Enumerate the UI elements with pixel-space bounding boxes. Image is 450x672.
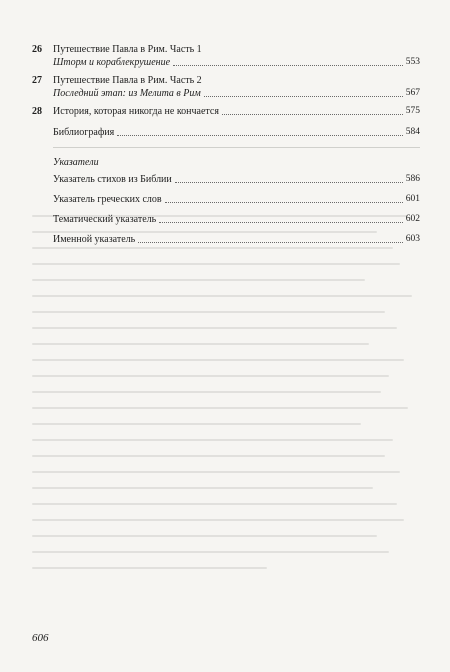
index-title: Тематический указатель xyxy=(53,214,157,225)
toc-index-item xyxy=(32,193,420,206)
toc-chapter-27-subtitle-row xyxy=(32,87,420,100)
chapter-subtitle: Шторм и кораблекрушение xyxy=(53,57,171,68)
toc-index-item xyxy=(32,233,420,246)
index-title: Именной указатель xyxy=(53,234,136,245)
index-title: Указатель греческих слов xyxy=(53,194,162,205)
section-divider xyxy=(53,147,420,149)
toc-chapter-27 xyxy=(32,74,420,87)
toc-index-item xyxy=(32,213,420,226)
toc-bibliography xyxy=(32,126,420,139)
indexes-heading xyxy=(32,156,420,170)
dot-leader xyxy=(175,181,403,183)
dot-leader xyxy=(204,95,403,97)
chapter-number: 26 xyxy=(32,44,42,55)
table-of-contents xyxy=(32,43,420,246)
chapter-title: Путешествие Павла в Рим. Часть 2 xyxy=(53,75,202,86)
chapter-number: 28 xyxy=(32,106,42,117)
page-reference: 601 xyxy=(405,194,420,204)
chapter-title: История, которая никогда не кончается xyxy=(53,106,219,117)
dot-leader xyxy=(117,134,403,136)
page-reference: 603 xyxy=(405,234,420,244)
chapter-title: Путешествие Павла в Рим. Часть 1 xyxy=(53,44,202,55)
page-reference: 575 xyxy=(405,106,420,116)
toc-chapter-28 xyxy=(32,105,420,118)
page-reference: 553 xyxy=(405,57,420,67)
index-title: Указатель стихов из Библии xyxy=(53,174,172,185)
dot-leader xyxy=(165,201,403,203)
page-reference: 586 xyxy=(405,174,420,184)
page-reference: 567 xyxy=(405,88,420,98)
toc-chapter-26 xyxy=(32,43,420,56)
dot-leader xyxy=(173,64,403,66)
dot-leader xyxy=(222,113,403,115)
page-reference: 584 xyxy=(405,127,420,137)
chapter-subtitle: Последний этап: из Мелита в Рим xyxy=(53,88,201,99)
page-number: 606 xyxy=(32,632,49,644)
bibliography-title: Библиография xyxy=(53,127,115,138)
bleed-through-text xyxy=(32,215,424,615)
chapter-number: 27 xyxy=(32,75,42,86)
toc-index-item xyxy=(32,173,420,186)
page-reference: 602 xyxy=(405,214,420,224)
section-heading: Указатели xyxy=(53,157,99,168)
dot-leader xyxy=(138,241,403,243)
dot-leader xyxy=(159,221,403,223)
toc-chapter-26-subtitle-row xyxy=(32,56,420,69)
